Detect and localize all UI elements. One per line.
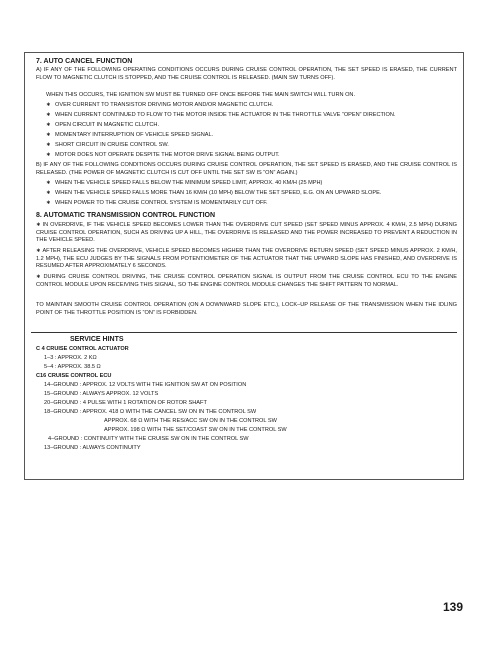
service-hints-divider [31,332,457,333]
section-8-item: ∗ DURING CRUISE CONTROL DRIVING, THE CRUISE CONTROL OPERATION SIGNAL IS OUTPUT FROM THE CRUISE CONTROL ECU TO THE ENGINE CONTROL MODULE UPON RECEIVING THIS SIGNAL, SO THE ENGINE CONTROL MODULE CHANGES THE SHIFT PATTERN TO NORMAL. [36,274,457,288]
section-7-title: 7. AUTO CANCEL FUNCTION [36,58,133,65]
bullet-icon: ∗ [36,222,43,228]
c16-spec-continuation: APPROX. 198 Ω WITH THE SET/COAST SW ON IN THE CONTROL SW [104,427,287,433]
c16-spec-line: 4–GROUND : CONTINUITY WITH THE CRUISE SW ON IN THE CONTROL SW [48,436,249,442]
c4-spec-line: 5–4 : APPROX. 38.5 Ω [44,364,101,370]
c16-spec-continuation: APPROX. 68 Ω WITH THE RES/ACC SW ON IN THE CONTROL SW [104,418,277,424]
bullet-icon: ∗ [46,180,51,186]
section-7-a-item: ∗ OVER CURRENT TO TRANSISTOR DRIVING MOTOR AND/OR MAGNETIC CLUTCH. [46,102,274,108]
section-7-a-item: ∗ MOTOR DOES NOT OPERATE DESPITE THE MOTOR DRIVE SIGNAL BEING OUTPUT. [46,152,280,158]
section-7-a-item: ∗ WHEN CURRENT CONTINUED TO FLOW TO THE MOTOR INSIDE THE ACTUATOR IN THE THROTTLE VALVE “OPEN” DIRECTION. [46,112,396,118]
page-number: 139 [443,600,464,614]
bullet-icon: ∗ [46,132,51,138]
section-7-a-item: ∗ SHORT CIRCUIT IN CRUISE CONTROL SW. [46,142,169,148]
connector-c16-title: C16 CRUISE CONTROL ECU [36,373,112,379]
bullet-icon: ∗ [46,122,51,128]
c16-spec-line: 13–GROUND : ALWAYS CONTINUITY [44,445,141,451]
section-8-title: 8. AUTOMATIC TRANSMISSION CONTROL FUNCTION [36,212,216,219]
bullet-icon: ∗ [46,142,51,148]
c4-spec-line: 1–3 : APPROX. 2 KΩ [44,355,97,361]
bullet-icon: ∗ [46,102,51,108]
section-7-paragraph-a: A) IF ANY OF THE FOLLOWING OPERATING CONDITIONS OCCURS DURING CRUISE CONTROL OPERATION, THE SET SPEED IS ERASED, THE CURRENT FLOW TO MAGNETIC CLUTCH IS STOPPED, AND THE CRUISE CONTROL IS RELEASED. (MAIN SW TURNS OFF). [36,67,457,81]
bullet-icon: ∗ [46,200,51,206]
section-8-final-paragraph: TO MAINTAIN SMOOTH CRUISE CONTROL OPERATION (ON A DOWNWARD SLOPE ETC.), LOCK–UP RELEASE OF THE TRANSMISSION WHEN THE IDLING POINT OF THE THROTTLE POSITION IS “ON” IS FORBIDDEN. [36,302,457,316]
section-7-paragraph-b: B) IF ANY OF THE FOLLOWING CONDITIONS OCCURS DURING CRUISE CONTROL OPERATION, THE SET SPEED IS ERASED, AND THE CRUISE CONTROL IS RELEASED. (THE POWER OF MAGNETIC CLUTCH IS CUT OFF UNTIL THE SET SW IS “ON” AGAIN.) [36,162,457,176]
bullet-icon: ∗ [36,274,44,280]
c16-spec-line: 18–GROUND : APPROX. 418 Ω WITH THE CANCEL SW ON IN THE CONTROL SW [44,409,257,415]
c16-spec-line: 15–GROUND : ALWAYS APPROX. 12 VOLTS [44,391,159,397]
service-hints-title: SERVICE HINTS [64,335,130,344]
section-7-note: WHEN THIS OCCURS, THE IGNITION SW MUST BE TURNED OFF ONCE BEFORE THE MAIN SWITCH WILL TURN ON. [46,92,356,98]
section-7-b-item: ∗ WHEN THE VEHICLE SPEED FALLS MORE THAN 16 KM/H (10 MPH) BELOW THE SET SPEED, E.G. ON AN UPWARD SLOPE. [46,190,382,196]
section-8-item: ∗ IN OVERDRIVE, IF THE VEHICLE SPEED BECOMES LOWER THAN THE OVERDRIVE CUT SPEED (SET SPEED MINUS APPROX. 4 KM/H, 2.5 MPH) DURING CRUISE CONTROL OPERATION, SUCH AS DRIVING UP A HILL, THE OVERDRIVE IS RELEASED AND THE POWER INCREASED TO PREVENT A REDUCTION IN THE VEHICLE SPEED. [36,222,457,244]
section-7-b-item: ∗ WHEN THE VEHICLE SPEED FALLS BELOW THE MINIMUM SPEED LIMIT, APPROX. 40 KM/H (25 MPH) [46,180,323,186]
section-7-a-item: ∗ MOMENTARY INTERRUPTION OF VEHICLE SPEED SIGNAL. [46,132,214,138]
section-8-item: ∗ AFTER RELEASING THE OVERDRIVE, VEHICLE SPEED BECOMES HIGHER THAN THE OVERDRIVE RETURN SPEED (SET SPEED MINUS APPROX. 2 KM/H, 1.2 MPH), THE ECU JUDGES BY THE SIGNALS FROM POTENTIOMETER OF THE ACTUATOR THAT THE UPWARD SLOPE HAS FINISHED, AND OVERDRIVE IS RESUMED AFTER APPROXIMATELY 6 SECONDS. [36,248,457,270]
c16-spec-line: 14–GROUND : APPROX. 12 VOLTS WITH THE IGNITION SW AT ON POSITION [44,382,247,388]
section-7-a-item: ∗ OPEN CIRCUIT IN MAGNETIC CLUTCH. [46,122,160,128]
c16-spec-line: 20–GROUND : 4 PULSE WITH 1 ROTATION OF ROTOR SHAFT [44,400,207,406]
section-7-b-item: ∗ WHEN POWER TO THE CRUISE CONTROL SYSTEM IS MOMENTARILY CUT OFF. [46,200,268,206]
bullet-icon: ∗ [36,248,43,254]
bullet-icon: ∗ [46,152,51,158]
bullet-icon: ∗ [46,190,51,196]
connector-c4-title: C 4 CRUISE CONTROL ACTUATOR [36,346,129,352]
bullet-icon: ∗ [46,112,51,118]
